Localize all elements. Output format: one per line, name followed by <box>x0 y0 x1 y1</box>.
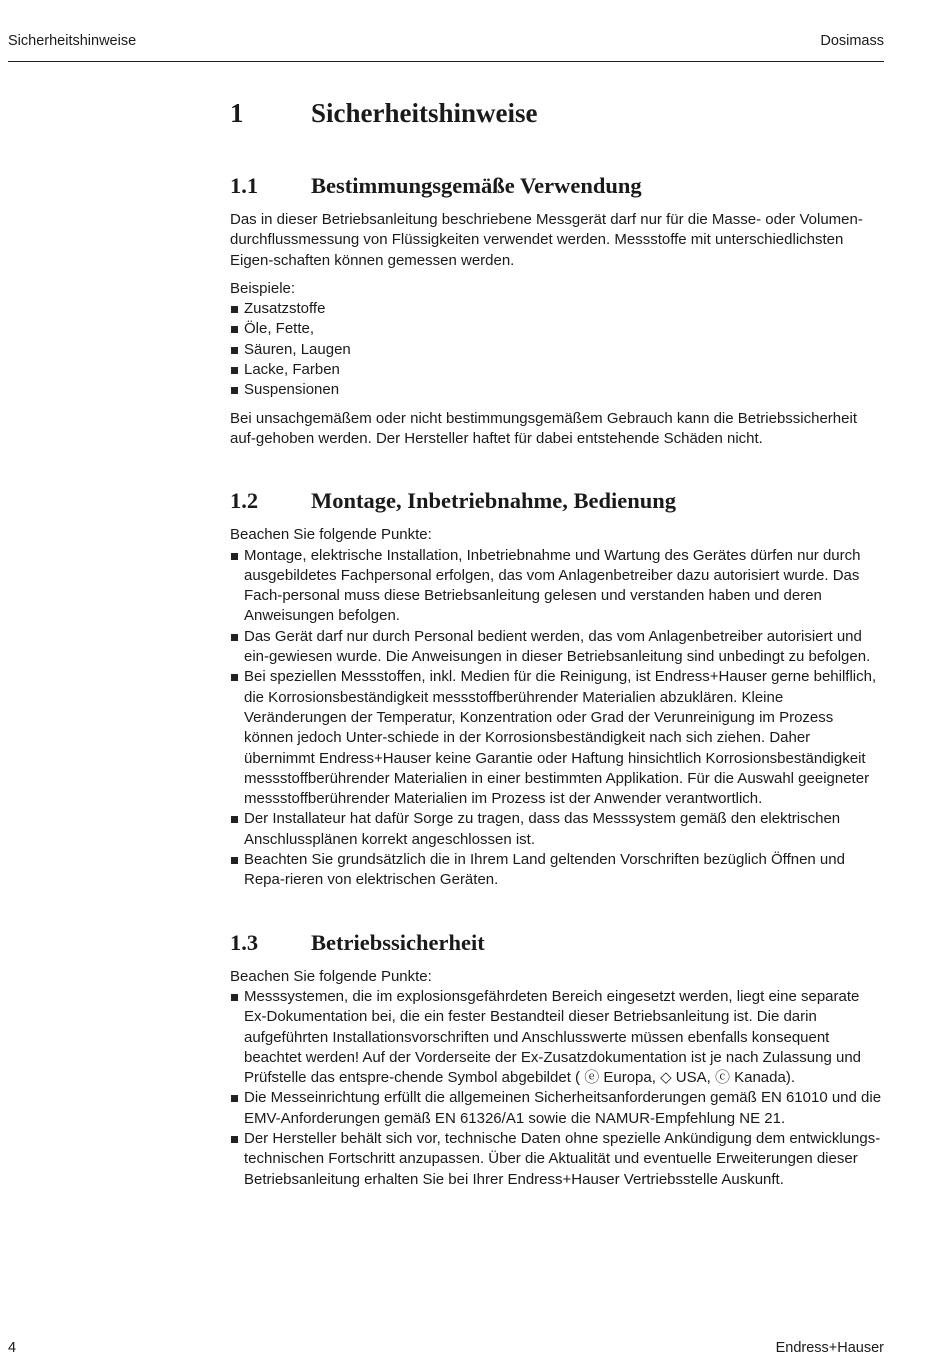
list-item: Die Messeinrichtung erfüllt die allgemeinen Sicherheitsanforderungen gemäß EN 61010 und die EMV-Anforderungen gemäß EN 61326/A1 sowie die NAMUR-Empfehlung NE 21. <box>230 1088 885 1129</box>
list-item: Bei speziellen Messstoffen, inkl. Medien für die Reinigung, ist Endress+Hauser gerne behilflich, die Korrosionsbeständigkeit messstoffberührender Materialien abzuklären. Kleine Veränderungen der Temperatur, Konzentration oder Grad der Verunreinigung im Prozess können jedoch Unter-schiede in der Korrosionsbeständigkeit nach sich ziehen. Daher übernimmt Endress+Hauser keine Garantie oder Haftung hinsichtlich Korrosionsbeständigkeit messstoffberührender Materialien in einer bestimmten Applikation. Für die Auswahl geeigneter messstoffberührender Materialien im Prozess ist der Anwender verantwortlich. <box>230 667 885 809</box>
list-item: Säuren, Laugen <box>230 340 885 360</box>
section-number: 1.3 <box>230 929 259 955</box>
page-number: 4 <box>8 1340 17 1356</box>
header-product-name: Dosimass <box>820 33 884 49</box>
safety-list <box>230 987 885 1190</box>
list-item: Lacke, Farben <box>230 360 885 380</box>
list-item: Montage, elektrische Installation, Inbetriebnahme und Wartung des Gerätes dürfen nur durch ausgebildetes Fachpersonal erfolgen, das vom Anlagenbetreiber dazu autorisiert wurde. Das Fach-personal muss diese Betriebsanleitung gelesen und verstanden haben und deren Anweisungen befolgen. <box>230 546 885 627</box>
section-title: Betriebssicherheit <box>311 929 485 955</box>
list-item: Der Installateur hat dafür Sorge zu tragen, dass das Messsystem gemäß den elektrischen Anschlussplänen korrekt angeschlossen ist. <box>230 809 885 850</box>
section-intro-paragraph: Das in dieser Betriebsanleitung beschriebene Messgerät darf nur für die Masse- oder Volumen-durchflussmessung von Flüssigkeiten verwendet werden. Messstoffe mit unterschiedlichsten Eigen-schaften können gemessen werden. <box>230 211 863 269</box>
chapter-heading <box>230 96 885 130</box>
chapter-title: Sicherheitshinweise <box>311 98 538 128</box>
header-section-title: Sicherheitshinweise <box>8 33 137 49</box>
list-item: Beachten Sie grundsätzlich die in Ihrem Land geltenden Vorschriften bezüglich Öffnen und Repa-rieren von elektrischen Geräten. <box>230 850 885 891</box>
list-item: Das Gerät darf nur durch Personal bedient werden, das vom Anlagenbetreiber autorisiert und ein-gewiesen wurde. Die Anweisungen in dieser Betriebsanleitung sind unbedingt zu befolgen. <box>230 627 885 668</box>
list-item: Öle, Fette, <box>230 319 885 339</box>
list-item: Der Hersteller behält sich vor, technische Daten ohne spezielle Ankündigung dem entwicklungs-technischen Fortschritt anzupassen. Über die Aktualität und eventuelle Erweiterungen dieser Betriebsanleitung erhalten Sie bei Ihrer Endress+Hauser Vertriebsstelle Auskunft. <box>230 1129 885 1190</box>
examples-list <box>230 299 885 400</box>
list-item: Zusatzstoffe <box>230 299 885 319</box>
list-label: Beachen Sie folgende Punkte: <box>230 526 432 544</box>
section-heading-1-3 <box>230 929 885 957</box>
section-number: 1.1 <box>230 173 259 198</box>
section-outro-paragraph: Bei unsachgemäßem oder nicht bestimmungsgemäßem Gebrauch kann die Betriebssicherheit auf-gehoben werden. Der Hersteller haftet für dabei entstehende Schäden nicht. <box>230 409 857 447</box>
chapter-number: 1 <box>230 98 244 128</box>
section-heading-1-2 <box>230 487 885 515</box>
page-content <box>230 96 885 1190</box>
footer-brand: Endress+Hauser <box>775 1340 884 1356</box>
list-label: Beachen Sie folgende Punkte: <box>230 967 432 985</box>
section-title: Bestimmungsgemäße Verwendung <box>311 173 642 198</box>
section-heading-1-1 <box>230 172 885 200</box>
list-label: Beispiele: <box>230 279 296 297</box>
list-item: Suspensionen <box>230 380 885 400</box>
page-header <box>8 33 884 62</box>
section-number: 1.2 <box>230 488 259 514</box>
section-title: Montage, Inbetriebnahme, Bedienung <box>311 488 677 514</box>
list-item: Messsystemen, die im explosionsgefährdeten Bereich eingesetzt werden, liegt eine separate Ex-Dokumentation bei, die ein fester Bestandteil dieser Betriebsanleitung ist. Die darin aufgeführten Installationsvorschriften und Anschlusswerte müssen ebenfalls konsequent beachtet werden! Auf der Vorderseite der Ex-Zusatzdokumentation ist je nach Zulassung und Prüfstelle das entspre-chende Symbol abgebildet ( ⓔ Europa, ◇ USA, ⓒ Kanada). <box>230 987 885 1088</box>
page-footer <box>8 1340 884 1360</box>
instructions-list <box>230 546 885 891</box>
